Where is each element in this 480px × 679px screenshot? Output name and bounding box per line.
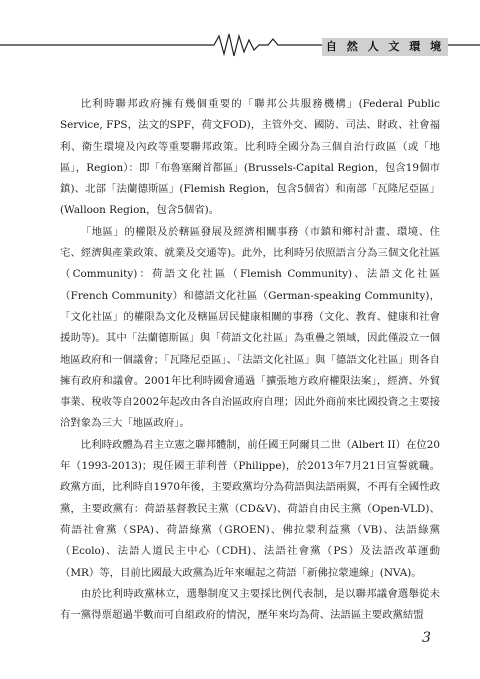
section-title: 自 然 人 文 環 境 <box>322 38 448 56</box>
paragraph: 比利時聯邦政府擁有幾個重要的「聯邦公共服務機構」(Federal Public Service, FPS，法文的SPF，荷文FOD)，主管外交、國防、司法、財政、社會福利、衛生環境及內政等重要聯邦政策。比利時全國分為三個自治行政區（或「地區」，Region）：即「布魯塞爾首都區」(Brussels-Capital Region，包含19個市鎮)、北部「法蘭德斯區」(Flemish Region，包含5個省）和南部「瓦隆尼亞區」(Walloon Region，包含5個省)。 <box>60 98 440 217</box>
page-number: 3 <box>422 630 431 646</box>
body-text <box>60 94 440 626</box>
paragraph: 由於比利時政黨林立，選舉制度又主要採比例代表制，是以聯邦議會選舉從未有一黨得票超過半數而可自組政府的情況，歷年來均為荷、法語區主要政黨結盟 <box>60 587 440 622</box>
paragraph: 「地區」的權限及於轄區發展及經濟相關事務（市鎮和鄉村計畫、環境、住宅、經濟與產業政策、就業及交通等)。此外，比利時另依照語言分為三個文化社區（Community)：荷語文化社區（Flemish Community)、法語文化社區（French Community）和德語文化社區（German-speaking Community)，「文化社區」的權限為文化及轄區居民健康相關的事務（文化、教育、健康和社會援助等)。其中「法蘭德斯區」與「荷語文化社區」為重疊之領域，因此僅設立一個地區政府和一個議會；「瓦隆尼亞區」、「法語文化社區」與「德語文化社區」則各自擁有政府和議會。2001年比利時國會通過「擴張地方政府權限法案」，經濟、外貿事業、稅收等自2002年起改由各自治區政府自理；因此外商前來比國投資之主要接洽對象為三大「地區政府」。 <box>60 225 440 430</box>
paragraph: 比利時政體為君主立憲之聯邦體制，前任國王阿爾貝二世（Albert II）在位20年（1993-2013)；現任國王菲利普（Philippe)，於2013年7月21日宣誓就職。政黨方面，比利時自1970年後，主要政黨均分為荷語與法語兩翼，不再有全國性政黨，主要政黨有：荷語基督教民主黨（CD&V)、荷語自由民主黨（Open-VLD)、荷語社會黨（SPA)、荷語綠黨（GROEN)、佛拉蒙利益黨（VB)、法語綠黨（Ecolo)、法語人道民主中心（CDH)、法語社會黨（PS）及法語改革運動（MR）等，目前比國最大政黨為近年來崛起之荷語「新佛拉蒙連線」(NVA)。 <box>60 438 440 579</box>
